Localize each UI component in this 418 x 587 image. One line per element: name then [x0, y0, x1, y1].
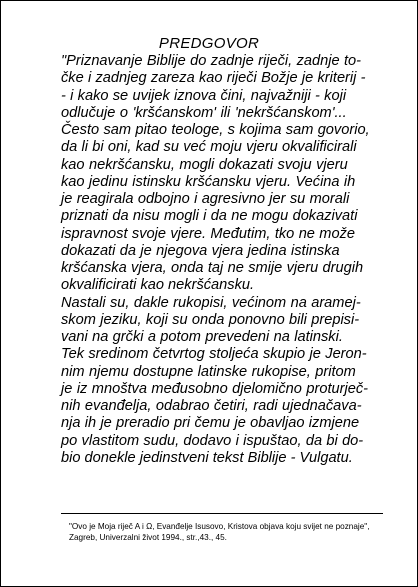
body-line: po vlastitom sudu, dodavo i ispuštao, da bi do-	[61, 432, 364, 449]
body-line: dokazati da je njegova vjera jedina istinska	[61, 242, 340, 259]
footnote	[69, 521, 399, 543]
body-line: kršćanska vjera, onda taj ne smije vjeru drugih	[61, 260, 364, 276]
body-line: Nastali su, dakle rukopisi, većinom na aramej-	[61, 294, 361, 311]
body-line: nja ih je preradio pri čemu je obavljao izmjene	[61, 415, 360, 432]
body-line: kao jedinu istinsku kršćansku vjeru. Većina ih	[61, 173, 356, 190]
body-line: bio donekle jedinstveni tekst Biblije - Vulgatu.	[61, 449, 353, 466]
footnote-line: Zagreb, Univerzalni život 1994., str.,43., 45.	[69, 533, 227, 542]
body-line: priznati da nisu mogli i da ne mogu dokazivati	[61, 208, 358, 225]
footnote-line: "Ovo je Moja riječ A i Ω, Evanđelje Isusovo, Kristova objava koju svijet ne poznaje",	[69, 522, 370, 531]
body-line: kao nekršćansku, mogli dokazati svoju vjeru	[61, 156, 348, 173]
page-title: PREDGOVOR	[158, 35, 260, 52]
body-line: ispravnost svoje vjere. Međutim, tko ne može	[61, 225, 355, 242]
body-line: nim njemu dostupne latinske rukopise, pritom	[61, 363, 356, 380]
body-line: - i kako se uvijek iznova čini, najvažniji - koji	[61, 87, 347, 104]
body-line: okvalificirati kao nekršćansku.	[61, 277, 255, 294]
body-line: skom jeziku, koji su onda ponovno bili prepisi-	[61, 311, 360, 328]
body-line: da li bi oni, kad su već moju vjeru okvalificirali	[61, 139, 357, 156]
body-line: Često sam pitao teologe, s kojima sam govorio,	[61, 122, 370, 138]
footnote-divider	[61, 513, 383, 514]
body-text	[61, 53, 381, 467]
body-line: nih evanđelja, odabrao četiri, radi ujednačava-	[61, 398, 362, 414]
body-line: odlučuje o 'kršćanskom' ili 'nekršćanskom'...	[61, 104, 347, 121]
body-line: "Priznavanje Biblije do zadnje riječi, zadnje to-	[61, 53, 362, 69]
body-line: je iz mnoštva međusobno djelomično proturječ-	[61, 380, 368, 397]
body-line: Tek sredinom četvrtog stoljeća skupio je Jeron-	[61, 346, 367, 363]
body-line: je reagirala odbojno i agresivno jer su morali	[61, 191, 350, 207]
body-line: vani na grčki a potom prevedeni na latinski.	[61, 329, 343, 345]
body-line: čke i zadnjeg zareza kao riječi Božje je kriterij -	[61, 70, 366, 87]
